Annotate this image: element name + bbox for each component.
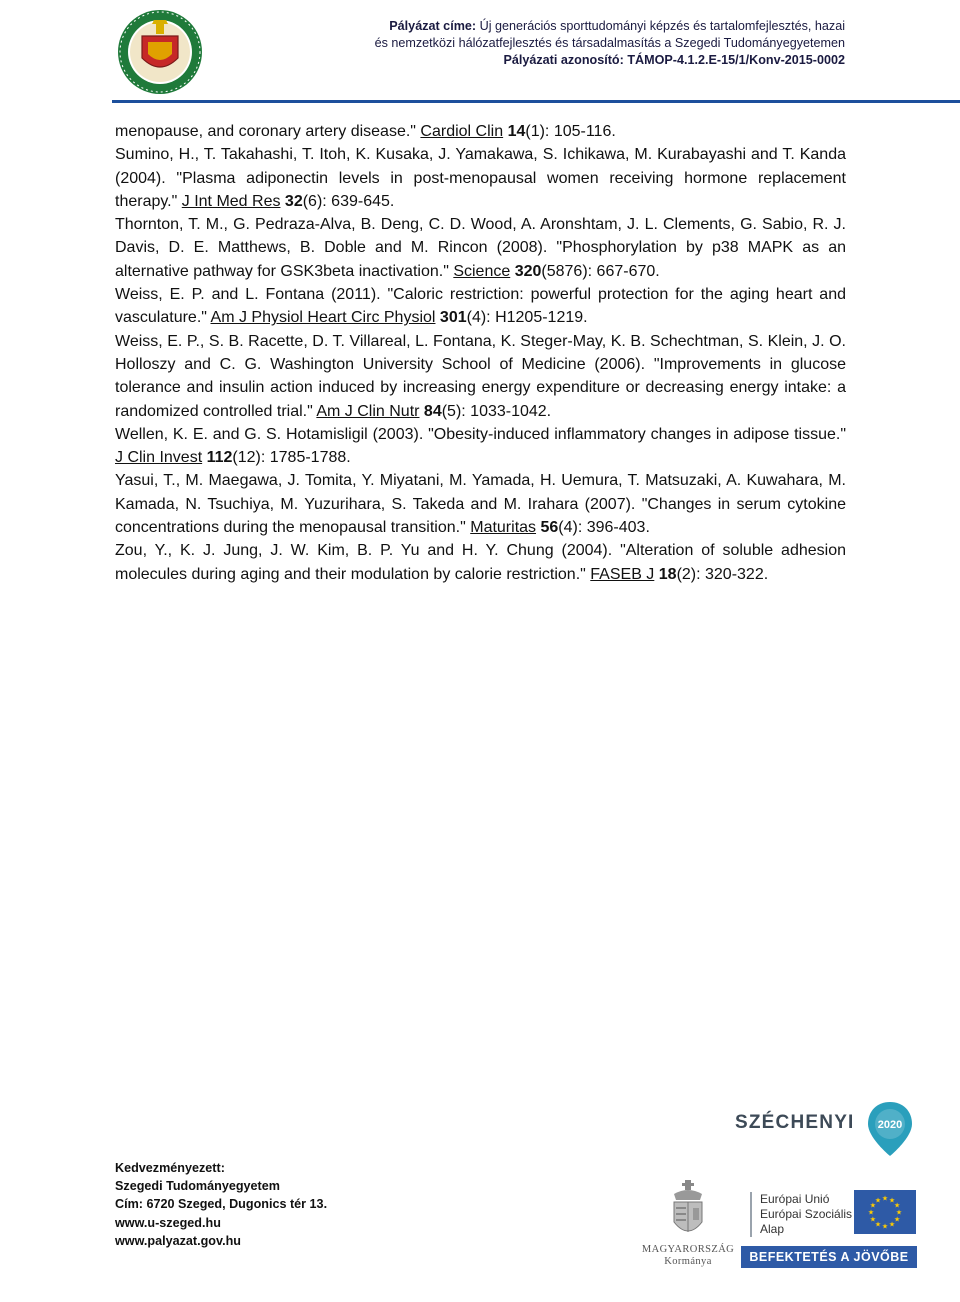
eu-fund-name <box>750 1192 852 1237</box>
reference-entry <box>115 539 846 586</box>
reference-text: Zou, Y., K. J. Jung, J. W. Kim, B. P. Yu and H. Y. Chung (2004). "Alteration of soluble adhesion molecules during aging and their modulation by calorie restriction." <box>115 542 846 583</box>
journal-volume: 56 <box>540 519 559 537</box>
eu-line3: Alap <box>760 1222 785 1236</box>
reference-text: Wellen, K. E. and G. S. Hotamisligil (2003). "Obesity-induced inflammatory changes in adipose tissue." <box>115 425 846 443</box>
eu-line1: Európai Unió <box>760 1192 830 1206</box>
journal-volume: 320 <box>514 262 542 280</box>
reference-entry <box>115 213 846 283</box>
journal-link[interactable]: Am J Clin Nutr <box>316 402 420 420</box>
journal-link[interactable]: Cardiol Clin <box>420 123 504 140</box>
szechenyi-badge-icon <box>865 1100 915 1158</box>
eu-line2: Európai Szociális <box>760 1207 853 1221</box>
eu-star-icon: ★ <box>874 1197 882 1205</box>
reference-text: Thornton, T. M., G. Pedraza-Alva, B. Deng, C. D. Wood, A. Aronshtam, J. L. Clements, G. Sabio, R. J. Davis, D. E. Matthews, B. Doble and M. Rincon (2008). "Phosphorylation by p38 MAPK as an alternative pathway for GSK3beta inactivation." <box>115 216 846 280</box>
eu-star-icon: ★ <box>867 1209 875 1217</box>
reference-entry <box>115 283 846 330</box>
szechenyi-wordmark: SZÉCHENYI <box>735 1112 855 1133</box>
gov-name-line1: MAGYARORSZÁG <box>641 1244 735 1255</box>
reference-text: Yasui, T., M. Maegawa, J. Tomita, Y. Miyatani, M. Yamada, H. Uemura, T. Matsuzaki, A. Kuwahara, M. Kamada, N. Tsuchiya, M. Yuzurihara, S. Takeda and M. Irahara (2007). "Changes in serum cytokine concentrations during the menopausal transition." <box>115 472 846 537</box>
reference-list <box>115 120 846 586</box>
eu-star-icon: ★ <box>893 1202 901 1210</box>
reference-entry <box>115 469 846 539</box>
reference-text: Sumino, H., T. Takahashi, T. Itoh, K. Kusaka, J. Yamakawa, S. Ichikawa, M. Kurabayashi and T. Kanda (2004). "Plasma adiponectin levels in post-menopausal women receiving hormone replacement therapy." <box>115 146 846 210</box>
beneficiary-info <box>115 1159 327 1250</box>
szechenyi-2020-logo <box>735 1100 915 1160</box>
journal-pages: (2): 320-322. <box>676 565 769 583</box>
journal-pages: (6): 639-645. <box>302 192 395 210</box>
journal-volume: 112 <box>206 449 233 467</box>
reference-text: menopause, and coronary artery disease." <box>115 123 416 140</box>
beneficiary-label: Kedvezményezett: <box>115 1161 225 1175</box>
project-title-label: Pályázat címe: <box>389 19 477 33</box>
reference-text: Weiss, E. P., S. B. Racette, D. T. Villareal, L. Fontana, K. Steger-May, K. B. Schechtman, S. Klein, J. O. Holloszy and C. G. Washington University School of Medicine (2006). "Improvements in glucose tolerance and insulin action induced by increasing energy expenditure or decreasing energy intake: a randomized controlled trial." <box>115 332 846 420</box>
reference-entry <box>115 143 846 213</box>
university-seal-icon <box>112 8 208 96</box>
journal-link[interactable]: J Int Med Res <box>181 192 281 210</box>
journal-pages: (4): 396-403. <box>558 519 650 537</box>
eu-star-icon: ★ <box>888 1221 896 1229</box>
website-link[interactable]: www.u-szeged.hu <box>115 1215 221 1230</box>
eu-star-icon: ★ <box>874 1221 882 1229</box>
journal-link[interactable]: FASEB J <box>590 565 655 583</box>
page-header <box>0 0 960 104</box>
university-name: Szegedi Tudományegyetem <box>115 1179 280 1194</box>
journal-pages: (4): H1205-1219. <box>466 309 588 327</box>
szechenyi-year: 2020 <box>877 1119 903 1131</box>
hungarian-government-logo <box>640 1180 736 1275</box>
reference-entry <box>115 120 846 143</box>
journal-volume: 32 <box>284 192 303 210</box>
eu-star-icon: ★ <box>869 1216 877 1224</box>
journal-volume: 18 <box>658 565 677 583</box>
journal-link[interactable]: Maturitas <box>470 519 537 537</box>
eu-investment-banner: BEFEKTETÉS A JÖVŐBE <box>741 1246 917 1268</box>
reference-entry <box>115 330 846 423</box>
eu-star-icon: ★ <box>869 1202 877 1210</box>
project-title-line2: és nemzetközi hálózatfejlesztés és társadalmasítás a Szegedi Tudományegyetemen <box>374 36 845 50</box>
coat-of-arms-icon <box>668 1180 708 1242</box>
project-title-line1: Új generációs sporttudományi képzés és tartalomfejlesztés, hazai <box>479 19 845 33</box>
eu-star-icon: ★ <box>881 1223 889 1231</box>
project-info <box>375 18 845 69</box>
journal-pages: (5876): 667-670. <box>541 262 660 280</box>
journal-link[interactable]: J Clin Invest <box>115 449 203 467</box>
journal-pages: (12): 1785-1788. <box>232 449 351 467</box>
eu-star-icon: ★ <box>881 1195 889 1203</box>
address: Cím: 6720 Szeged, Dugonics tér 13. <box>115 1197 328 1212</box>
header-divider <box>112 100 960 103</box>
eu-star-icon: ★ <box>888 1197 896 1205</box>
journal-volume: 84 <box>423 402 442 420</box>
reference-text: Weiss, E. P. and L. Fontana (2011). "Caloric restriction: powerful protection for the aging heart and vasculature." <box>115 286 846 327</box>
eu-flag-icon <box>854 1190 916 1234</box>
journal-volume: 14 <box>507 123 526 140</box>
project-id-value: TÁMOP-4.1.2.E-15/1/Konv-2015-0002 <box>627 53 845 67</box>
journal-link[interactable]: Science <box>453 262 511 280</box>
eu-star-icon: ★ <box>893 1216 901 1224</box>
website-link[interactable]: www.palyazat.gov.hu <box>115 1233 241 1248</box>
eu-fund-logo <box>741 1190 917 1270</box>
reference-entry <box>115 423 846 470</box>
journal-volume: 301 <box>439 309 467 327</box>
journal-link[interactable]: Am J Physiol Heart Circ Physiol <box>210 309 436 327</box>
journal-pages: (5): 1033-1042. <box>441 402 552 420</box>
gov-name-line2: Kormánya <box>664 1256 712 1267</box>
project-id-label: Pályázati azonosító: <box>503 53 624 67</box>
journal-pages: (1): 105-116. <box>525 123 616 140</box>
eu-star-icon: ★ <box>895 1209 903 1217</box>
